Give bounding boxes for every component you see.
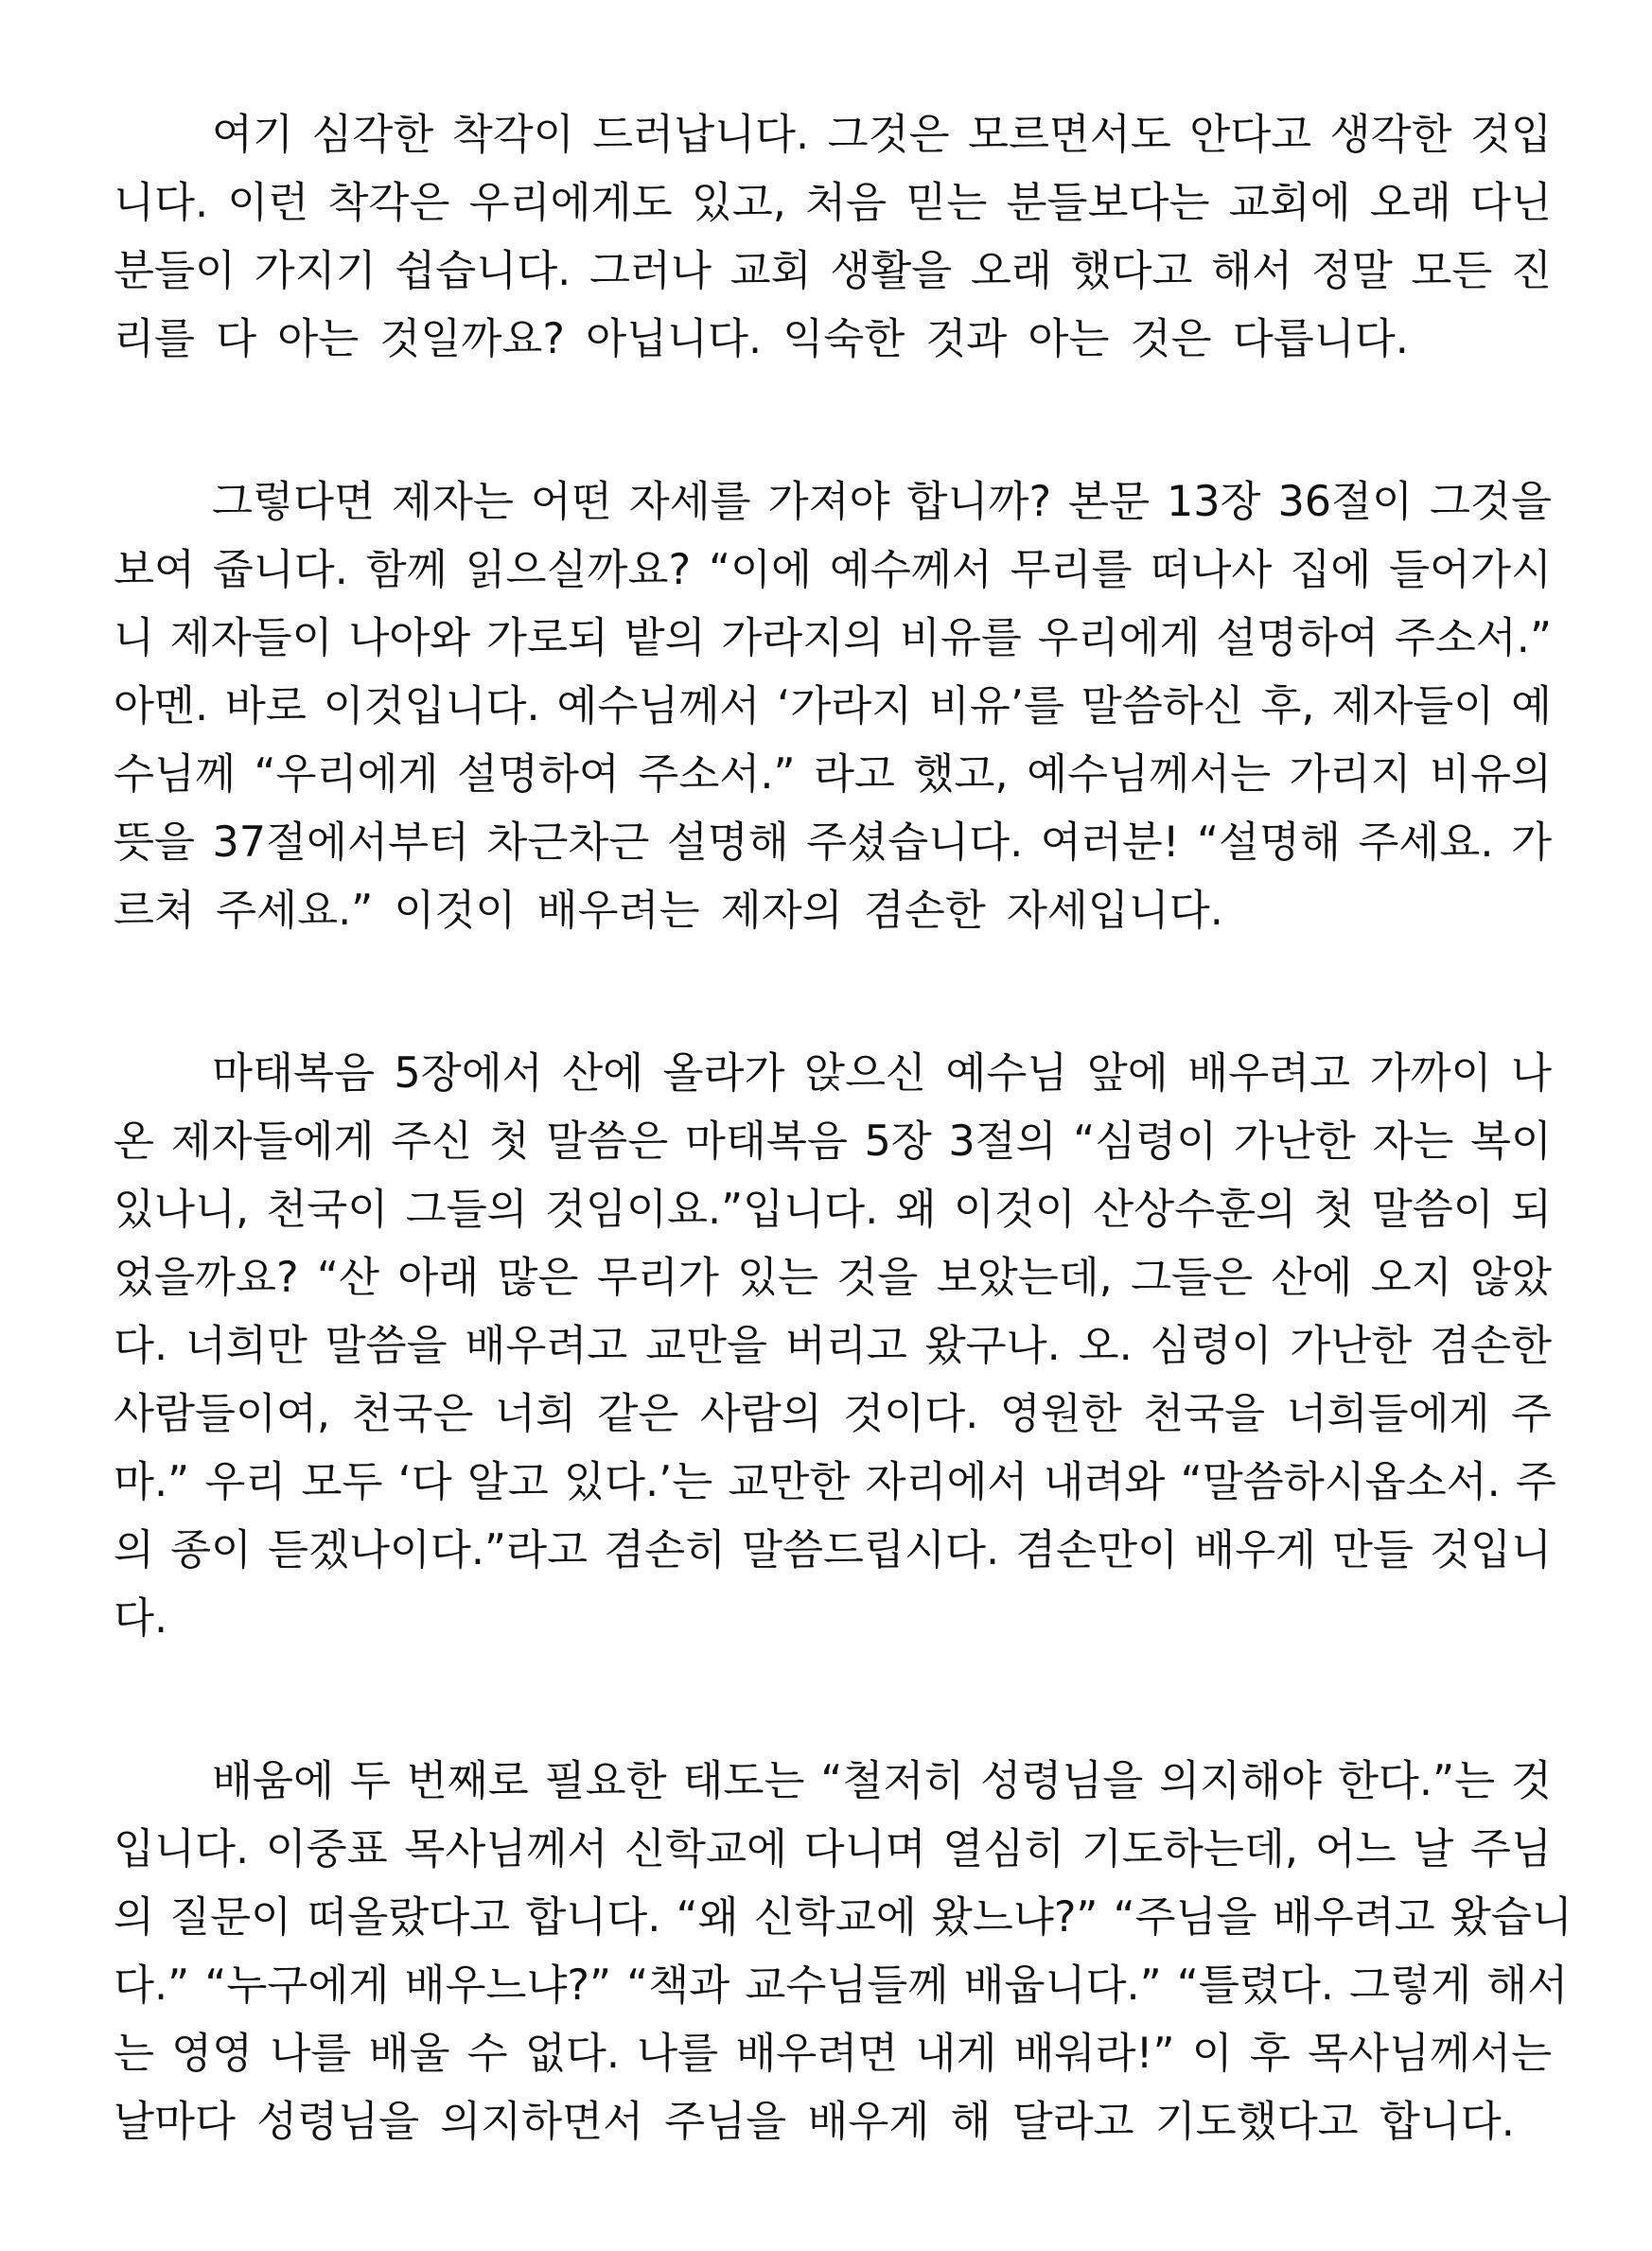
text-line: 배움에 두 번째로 필요한 태도는 “철저히 성령님을 의지해야 한다.”는 것 (212, 1757, 1552, 1805)
text-line: 니 제자들이 나아와 가로되 밭의 가라지의 비유를 우리에게 설명하여 주소서.” (114, 614, 1552, 662)
text-line: 보여 줍니다. 함께 읽으실까요? “이에 예수께서 무리를 떠나사 집에 들어가시 (114, 546, 1552, 594)
text-line: 있나니, 천국이 그들의 것임이요.”입니다. 왜 이것이 산상수훈의 첫 말씀이 되 (114, 1186, 1552, 1234)
text-line: 의 질문이 떠올랐다고 합니다. “왜 신학교에 왔느냐?” “주님을 배우려고 왔습니 (114, 1893, 1573, 1942)
text-line: 그렇다면 제자는 어떤 자세를 가져야 합니까? 본문 13장 36절이 그것을 (212, 478, 1552, 526)
paragraph-2 (114, 468, 1552, 945)
paragraph-4 (114, 1748, 1573, 2156)
text-line: 르쳐 주세요.” 이것이 배우려는 제자의 겸손한 자세입니다. (114, 887, 1223, 935)
text-line: 다. (114, 1594, 168, 1643)
paragraph-1 (114, 101, 1552, 374)
text-line: 입니다. 이중표 목사님께서 신학교에 다니며 열심히 기도하는데, 어느 날 주님 (114, 1825, 1552, 1873)
text-line: 의 종이 듣겠나이다.”라고 겸손히 말씀드립시다. 겸손만이 배우게 만들 것입니 (114, 1526, 1552, 1574)
text-line: 사람들이여, 천국은 너희 같은 사람의 것이다. 영원한 천국을 너희들에게 주 (114, 1390, 1552, 1438)
text-line: 수님께 “우리에게 설명하여 주소서.” 라고 했고, 예수님께서는 가리지 비유의 (114, 750, 1552, 799)
text-line: 는 영영 나를 배울 수 없다. 나를 배우려면 내게 배워라!” 이 후 목사님께서는 (114, 2030, 1552, 2078)
text-line: 여기 심각한 착각이 드러납니다. 그것은 모르면서도 안다고 생각한 것입 (212, 111, 1552, 159)
text-line: 날마다 성령님을 의지하면서 주님을 배우게 해 달라고 기도했다고 합니다. (114, 2098, 1515, 2146)
text-line: 마.” 우리 모두 ‘다 알고 있다.’는 교만한 자리에서 내려와 “말씀하시옵소서. 주 (114, 1458, 1556, 1506)
text-line: 온 제자들에게 주신 첫 말씀은 마태복음 5장 3절의 “심령이 가난한 자는 복이 (114, 1117, 1552, 1166)
text-line: 뜻을 37절에서부터 차근차근 설명해 주셨습니다. 여러분! “설명해 주세요. 가 (114, 818, 1552, 867)
text-line: 분들이 가지기 쉽습니다. 그러나 교회 생활을 오래 했다고 해서 정말 모든 진 (114, 247, 1552, 295)
text-line: 리를 다 아는 것일까요? 아닙니다. 익숙한 것과 아는 것은 다릅니다. (114, 315, 1409, 363)
document-page (114, 101, 1573, 2251)
text-line: 다.” “누구에게 배우느냐?” “책과 교수님들께 배웁니다.” “틀렸다. 그렇게 해서 (114, 1961, 1569, 2010)
text-line: 었을까요? “산 아래 많은 무리가 있는 것을 보았는데, 그들은 산에 오지 않았 (114, 1254, 1552, 1302)
text-line: 아멘. 바로 이것입니다. 예수님께서 ‘가라지 비유’를 말씀하신 후, 제자들이 예 (114, 682, 1552, 730)
text-line: 니다. 이런 착각은 우리에게도 있고, 처음 믿는 분들보다는 교회에 오래 다닌 (114, 179, 1552, 227)
text-line: 다. 너희만 말씀을 배우려고 교만을 버리고 왔구나. 오. 심령이 가난한 겸손한 (114, 1322, 1552, 1370)
paragraph-3 (114, 1040, 1556, 1653)
text-line: 마태복음 5장에서 산에 올라가 앉으신 예수님 앞에 배우려고 가까이 나 (212, 1049, 1552, 1098)
